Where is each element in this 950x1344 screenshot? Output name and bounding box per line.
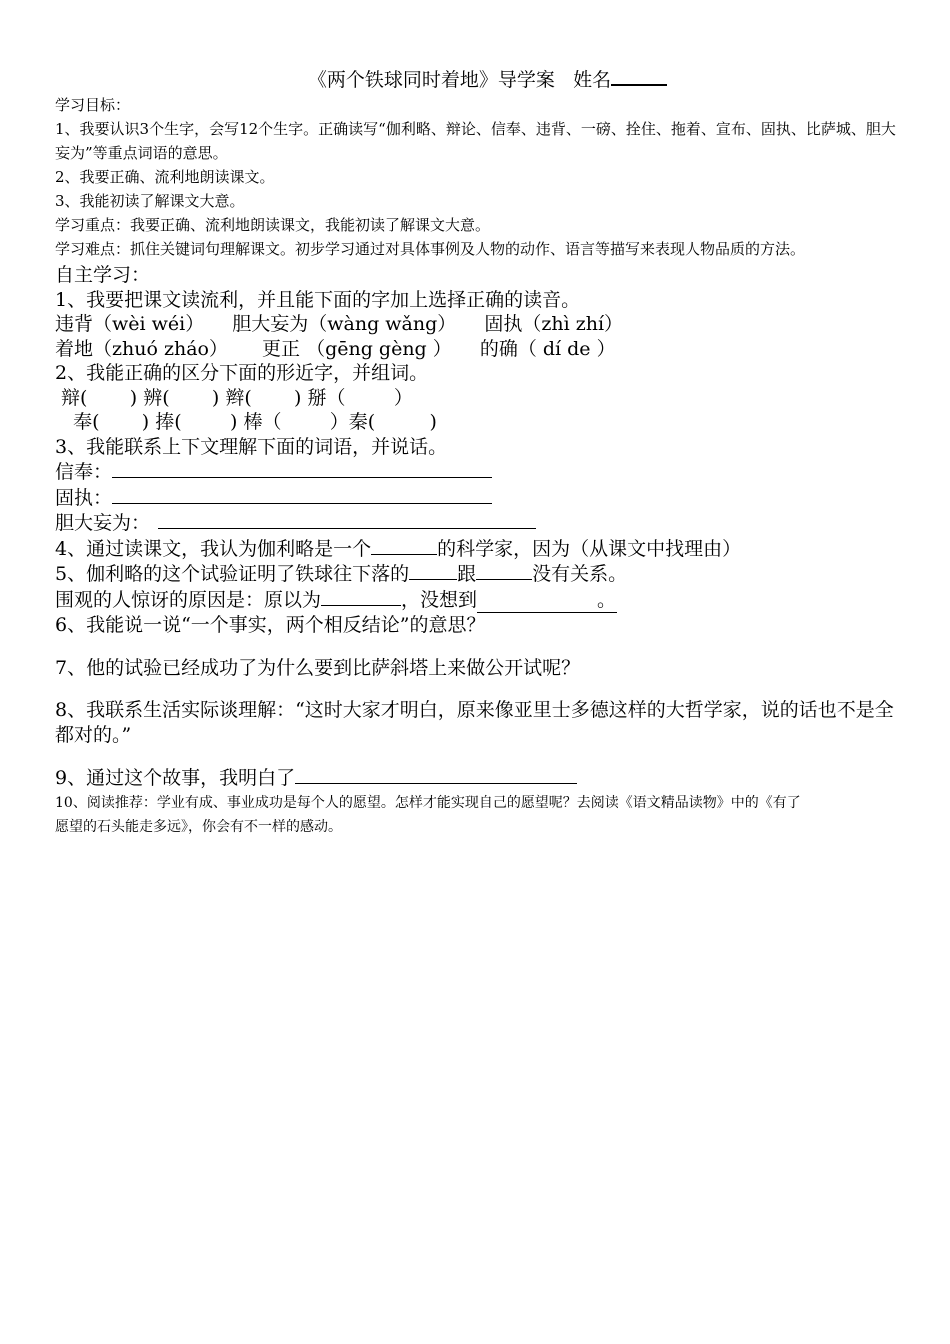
q1-prompt: 1、我要把课文读流利，并且能下面的字加上选择正确的读音。 (55, 288, 581, 311)
goal-item-1: 1、我要认识3个生字，会写12个生字。正确读写“伽利略、辩论、信奉、违背、一磅、拴住、拖着、宣布、固执、比萨城、胆大妄为”等重点词语的意思。 (55, 120, 896, 162)
q2-row-2 (55, 410, 900, 435)
char-compose-item[interactable]: 棒（ ） (237, 411, 349, 433)
key-point: 学习重点：我要正确、流利地朗读课文，我能初读了解课文大意。 (55, 216, 491, 234)
word-label: 信奉： (55, 461, 113, 483)
q8: 8、我联系生活实际谈理解：“这时大家才明白，原来像亚里士多德这样的大哲学家，说的话也不是全都对的。” (55, 699, 894, 746)
pinyin-item[interactable]: 着地（zhuó zháo） (55, 337, 228, 360)
q5-line-2: 围观的人惊讶的原因是：原以为 ，没想到 。 (55, 587, 900, 614)
char-compose-item[interactable]: 辫( ) (219, 386, 302, 409)
answer-line[interactable] (295, 765, 577, 784)
title-text: 《两个铁球同时着地》导学案 (307, 69, 555, 91)
q10-line-2: 愿望的石头能走多远》，你会有不一样的感动。 (55, 818, 342, 835)
answer-line[interactable]: 。 (477, 588, 617, 614)
answer-line[interactable] (112, 485, 492, 504)
goals-heading: 学习目标： (55, 96, 131, 114)
pinyin-item[interactable]: 违背（wèi wéi） (55, 313, 205, 335)
answer-line[interactable] (476, 561, 532, 580)
goal-item-2: 2、我要正确、流利地朗读课文。 (55, 168, 275, 186)
worksheet-title (75, 64, 900, 93)
char-compose-item[interactable]: 奉( ) (55, 411, 150, 433)
char-compose-item[interactable]: 掰（ ） (301, 386, 413, 409)
char-compose-item[interactable]: 辩( ) (55, 386, 138, 409)
q1-pinyin-row-2 (55, 337, 900, 362)
answer-line[interactable] (371, 536, 437, 555)
word-label: 固执： (55, 486, 113, 509)
char-compose-item[interactable]: 捧( ) (149, 411, 238, 433)
q2-row-1 (55, 386, 900, 411)
pinyin-item[interactable]: 更正 （gēng gèng ） (262, 337, 452, 360)
difficulty: 学习难点：抓住关键词句理解课文。初步学习通过对具体事例及人物的动作、语言等描写来表现人物品质的方法。 (55, 240, 806, 258)
q9: 9、通过这个故事，我明白了 (55, 765, 900, 791)
goal-item-3: 3、我能初读了解课文大意。 (55, 192, 245, 210)
name-label: 姓名 (573, 69, 612, 91)
q3-word-row (55, 459, 900, 485)
self-study-heading: 自主学习： (55, 264, 151, 286)
q5: 5、伽利略的这个试验证明了铁球往下落的 跟 没有关系。 (55, 563, 628, 585)
worksheet-page (55, 64, 900, 839)
word-label: 胆大妄为： (55, 512, 151, 534)
name-blank[interactable] (611, 64, 667, 86)
pinyin-item[interactable]: 胆大妄为（wàng wǎng） (232, 313, 457, 335)
q3-prompt: 3、我能联系上下文理解下面的词语，并说话。 (55, 435, 448, 458)
answer-line[interactable] (409, 561, 457, 580)
q2-prompt: 2、我能正确的区分下面的形近字，并组词。 (55, 362, 429, 384)
answer-line[interactable] (158, 510, 536, 529)
answer-line[interactable] (112, 459, 492, 478)
q10-line-1: 10、阅读推荐：学业有成、事业成功是每个人的愿望。怎样才能实现自己的愿望呢？去阅读《语文精品读物》中的《有了 (55, 794, 801, 811)
q3-word-row (55, 485, 900, 511)
answer-line[interactable] (321, 587, 401, 606)
pinyin-item[interactable]: 固执（zhì zhí） (484, 313, 624, 335)
q7: 7、他的试验已经成功了为什么要到比萨斜塔上来做公开试呢？ (55, 656, 581, 679)
q4: 4、通过读课文，我认为伽利略是一个 的科学家，因为（从课文中找理由） (55, 537, 742, 560)
q6: 6、我能说一说“一个事实，两个相反结论”的意思？ (55, 614, 486, 636)
q3-word-row (55, 510, 900, 536)
pinyin-item[interactable]: 的确（ dí de ） (479, 337, 616, 360)
char-compose-item[interactable]: 辨( ) (137, 386, 220, 409)
q1-pinyin-row-1 (55, 312, 900, 337)
char-compose-item[interactable]: 秦( ) (348, 411, 437, 433)
